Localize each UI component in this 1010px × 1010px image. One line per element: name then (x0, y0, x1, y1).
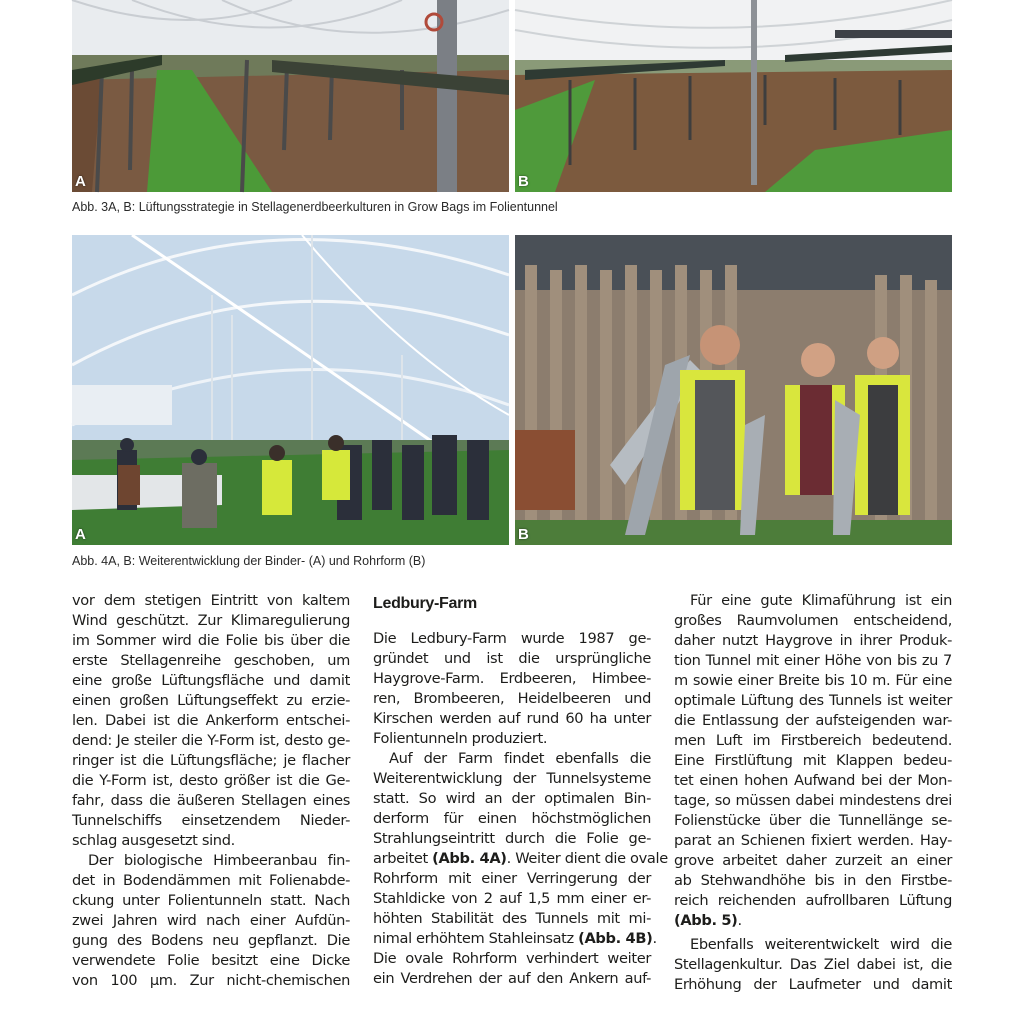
figure-4b-label: B (518, 526, 529, 543)
text-line: tet einen hohen Aufwand bei der Mon- (674, 772, 952, 789)
text-line: die Entlassung der aufsteigenden war- (674, 712, 952, 729)
text-line: Strahlungseintritt durch die Folie ge- (373, 830, 651, 847)
figure-4-caption: Abb. 4A, B: Weiterentwicklung der Binder- (A) und Rohrform (B) (72, 554, 426, 568)
text-line (674, 911, 952, 931)
figure-3-caption: Abb. 3A, B: Lüftungsstrategie in Stellagenerdbeerkulturen in Grow Bags im Folientunnel (72, 200, 558, 214)
text-line: Kirschen werden auf rund 60 ha unter (373, 710, 651, 727)
text-line: schlag ausgesetzt sind. (72, 832, 235, 849)
text-line: Die Ledbury-Farm wurde 1987 ge- (373, 630, 651, 647)
figure-3b-photo (515, 0, 952, 192)
text-line: ckung unter Folientunneln statt. Nach (72, 892, 350, 909)
text-line: reich reichenden aufrollbaren Lüftung (674, 892, 952, 909)
section-heading: Ledbury-Farm (373, 595, 477, 612)
text-line: grove arbeitet daher zurzeit an einer (674, 852, 952, 869)
text-line: ab Stehwandhöhe bis in den Firstbe- (674, 872, 952, 889)
text-line: ren, Brombeeren, Heidelbeeren und (373, 690, 651, 707)
figure-4b-photo (515, 235, 952, 545)
text-line: tion Tunnel mit einer Höhe von bis zu 7 (674, 652, 952, 669)
text-line: gung des Bodens neu gepflanzt. Die (72, 932, 350, 949)
text-line: derform für einen höchstmöglichen (373, 810, 651, 827)
text-line: det in Bodendämmen mit Folienabde- (72, 872, 350, 889)
text-line: Stellagenkultur. Das Ziel dabei ist, die (674, 956, 952, 973)
text-line: m sowie einer Breite bis 10 m. Für eine (674, 672, 952, 689)
text-line: arbeitet (Abb. 4A). Weiter dient die ovale (373, 850, 668, 867)
figure-4a-label: A (75, 526, 86, 543)
text-line: fahr, dass die äußeren Stellagen eines (72, 792, 350, 809)
text-column-left (72, 591, 350, 991)
text-line: verwendete Folie besitzt eine Dicke (72, 952, 350, 969)
text-line: Folienstücke über die Tunnellänge se- (674, 812, 952, 829)
text-line: von 100 µm. Zur nicht-chemischen (72, 972, 350, 989)
text-line: Wind geschützt. Zur Klimaregulierung (72, 612, 350, 629)
text-line: Folientunneln produziert. (373, 730, 548, 747)
text-line: Eine Firstlüftung mit Klappen bedeu- (674, 752, 952, 769)
text-line: statt. So wird an der optimalen Bin- (373, 790, 651, 807)
figure-3a-label: A (75, 173, 86, 190)
figure-reference[interactable]: (Abb. 5) (674, 912, 738, 929)
text-line: gründet und ist die ursprüngliche (373, 650, 651, 667)
text-line: Die ovale Rohrform verhindert weiter (373, 950, 651, 967)
text-line: großes Raumvolumen entscheidend, (674, 612, 952, 629)
text-line: Für eine gute Klimaführung ist ein (690, 592, 952, 609)
figure-3b-label: B (518, 173, 529, 190)
text-line: Rohrform mit einer Verringerung der (373, 870, 651, 887)
text-line: men Luft im Firstbereich bedeutend. (674, 732, 952, 749)
text-line: nimal erhöhtem Stahleinsatz (Abb. 4B). (373, 930, 657, 947)
text-line: ein Verdrehen der auf den Ankern auf- (373, 970, 651, 987)
text-fragment: arbeitet (373, 850, 428, 867)
figure-3a-photo (72, 0, 509, 192)
text-column-middle (373, 591, 668, 989)
text-line: optimale Lüftung des Tunnels ist weiter (674, 692, 952, 709)
figure-reference[interactable]: (Abb. 4A) (432, 850, 507, 867)
text-line: Weiterentwicklung der Tunnelsysteme (373, 770, 651, 787)
text-line: im Sommer wird die Folie bis über die (72, 632, 350, 649)
text-line: Stahldicke von 2 auf 1,5 mm einer er- (373, 890, 651, 907)
text-line: Erhöhung der Laufmeter und damit (674, 976, 952, 993)
text-line: einen großen Lüftungseffekt zu erzie- (72, 692, 350, 709)
text-line: Haygrove-Farm. Erdbeeren, Himbee- (373, 670, 651, 687)
text-line: höhten Stabilität des Tunnels mit mi- (373, 910, 651, 927)
figure-4a-photo (72, 235, 509, 545)
text-line: Auf der Farm findet ebenfalls die (389, 750, 651, 767)
text-line: erste Stellagenreihe geschoben, um (72, 652, 350, 669)
text-line: parat an Schienen fixiert werden. Hay- (674, 832, 952, 849)
text-line: len. Dabei ist die Ankerform entschei- (72, 712, 350, 729)
text-fragment: Weiter dient die ovale (515, 850, 668, 867)
text-line: Ebenfalls weiterentwickelt wird die (690, 936, 952, 953)
text-line: eine große Lüftungsfläche und damit (72, 672, 350, 689)
text-line: daher nutzt Haygrove in ihrer Produk- (674, 632, 952, 649)
text-line: dend: Je steiler die Y-Form ist, desto ge- (72, 732, 350, 749)
text-column-right (674, 591, 952, 995)
text-line: zwei Jahren wird nach einer Aufdün- (72, 912, 350, 929)
text-line: vor dem stetigen Eintritt von kaltem (72, 592, 350, 609)
text-fragment: nimal erhöhtem Stahleinsatz (373, 930, 574, 947)
text-line: ringer ist die Lüftungsfläche; je flacher (72, 752, 350, 769)
text-line: Tunnelschiffs einsetzendem Nieder- (72, 812, 350, 829)
figure-reference[interactable]: (Abb. 4B) (578, 930, 653, 947)
text-fragment: . (737, 912, 742, 929)
text-line: die Y-Form ist, desto größer ist die Ge- (72, 772, 350, 789)
text-line: tage, so müssen dabei mindestens drei (674, 792, 952, 809)
text-line: Der biologische Himbeeranbau fin- (88, 852, 350, 869)
